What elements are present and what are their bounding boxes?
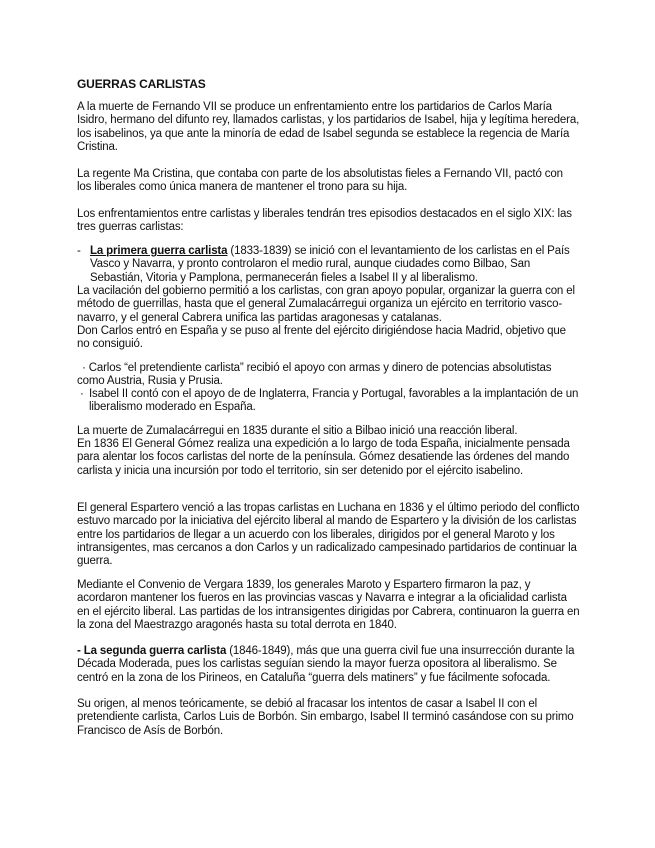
first-war-item (77, 245, 580, 285)
paragraph-vergara: Mediante el Convenio de Vergara 1839, los generales Maroto y Espartero firmaron la paz, y acordaron mantener los fueros en las provincias vascas y Navarra e integrar a la oficialidad carlista en el ejército liberal. Las partidas de los intransigentes dirigidas por Cabrera, continuaron la guerra en la zona del Maestrazgo aragonés hasta su total derrota en 1840. (77, 579, 580, 631)
first-war-description: (1833-1839) se inició con el levantamiento de los carlistas en el País Vasco y Navarra, y pronto controlaron el medio rural, aunque ciudades como Bilbao, San Sebastián, Vitoria y Pamplona, permanecerán fieles a Isabel II y al liberalismo. (90, 245, 570, 284)
second-war-description: (1846-1849), más que una guerra civil fue una insurrección durante la Década Moderada, pues los carlistas seguían siendo la mayor fuerza opositora al liberalismo. Se centró en la zona de los Pirineos, en Cataluña “guerra dels matiners” y fue fácilmente sofocada. (77, 645, 575, 684)
first-war-dash: - (77, 245, 81, 257)
first-war-heading: La primera guerra carlista (90, 245, 228, 257)
document-title: GUERRAS CARLISTAS (77, 77, 206, 91)
paragraph-guerrillas: La vacilación del gobierno permitió a los carlistas, con gran apoyo popular, organizar la guerra con el método de guerrillas, hasta que el general Zumalacárregui organiza un ejército en territorio vasco-navarro, y el general Cabrera unifica las partidas aragonesas y catalanas. (77, 285, 575, 324)
bullet-isabel-support (77, 388, 580, 415)
paragraph-don-carlos: Don Carlos entró en España y se puso al frente del ejército dirigiéndose hacia Madrid, objetivo que no consiguió. (77, 325, 566, 351)
bullet-carlos-support: · Carlos “el pretendiente carlista” recibió el apoyo con armas y dinero de potencias absolutistas como Austria, Rusia y Prusia. (77, 362, 552, 388)
paragraph-intro: A la muerte de Fernando VII se produce un enfrentamiento entre los partidarios de Carlos María Isidro, hermano del difunto rey, llamados carlistas, y los partidarios de Isabel, hija y legítima heredera, los isabelinos, ya que ante la minoría de edad de Isabel segunda se establece la regencia de María Cristina. (77, 101, 580, 153)
paragraph-espartero: El general Espartero venció a las tropas carlistas en Luchana en 1836 y el último periodo del conflicto estuvo marcado por la iniciativa del ejército liberal al mando de Espartero y la división de los carlistas entre los partidarios de llegar a un acuerdo con los liberales, dirigidos por el general Maroto y los intransigentes, mas cercanos a don Carlos y un radicalizado campesinado partidarios de continuar la guerra. (77, 502, 580, 568)
second-war-item (77, 645, 580, 685)
paragraph-origin: Su origen, al menos teóricamente, se debió al fracasar los intentos de casar a Isabel II con el pretendiente carlista, Carlos Luis de Borbón. Sin embargo, Isabel II terminó casándose con su primo Francisco de Asís de Borbón. (77, 698, 574, 737)
paragraph-zumalacarregui: La muerte de Zumalacárregui en 1835 durante el sitio a Bilbao inició una reacción liberal. (77, 425, 518, 437)
paragraph-regency: La regente Ma Cristina, que contaba con parte de los absolutistas fieles a Fernando VII, pactó con los liberales como única manera de mantener el trono para su hija. (77, 168, 563, 194)
paragraph-three-wars: Los enfrentamientos entre carlistas y liberales tendrán tres episodios destacados en el siglo XIX: las tres guerras carlistas: (77, 208, 572, 234)
bullet-mark: · (80, 388, 84, 400)
second-war-heading: - La segunda guerra carlista (77, 645, 227, 657)
bullet-isabel-text: Isabel II contó con el apoyo de de Inglaterra, Francia y Portugal, favorables a la implantación de un liberalismo moderado en España. (89, 388, 579, 414)
paragraph-gomez: En 1836 El General Gómez realiza una expedición a lo largo de toda España, inicialmente pensada para alentar los focos carlistas del norte de la península. Gómez desatiende las órdenes del mando carlista y inicia una incursión por todo el territorio, sin ser detenido por el ejército isabelino. (77, 438, 570, 477)
first-war-text (77, 245, 580, 285)
